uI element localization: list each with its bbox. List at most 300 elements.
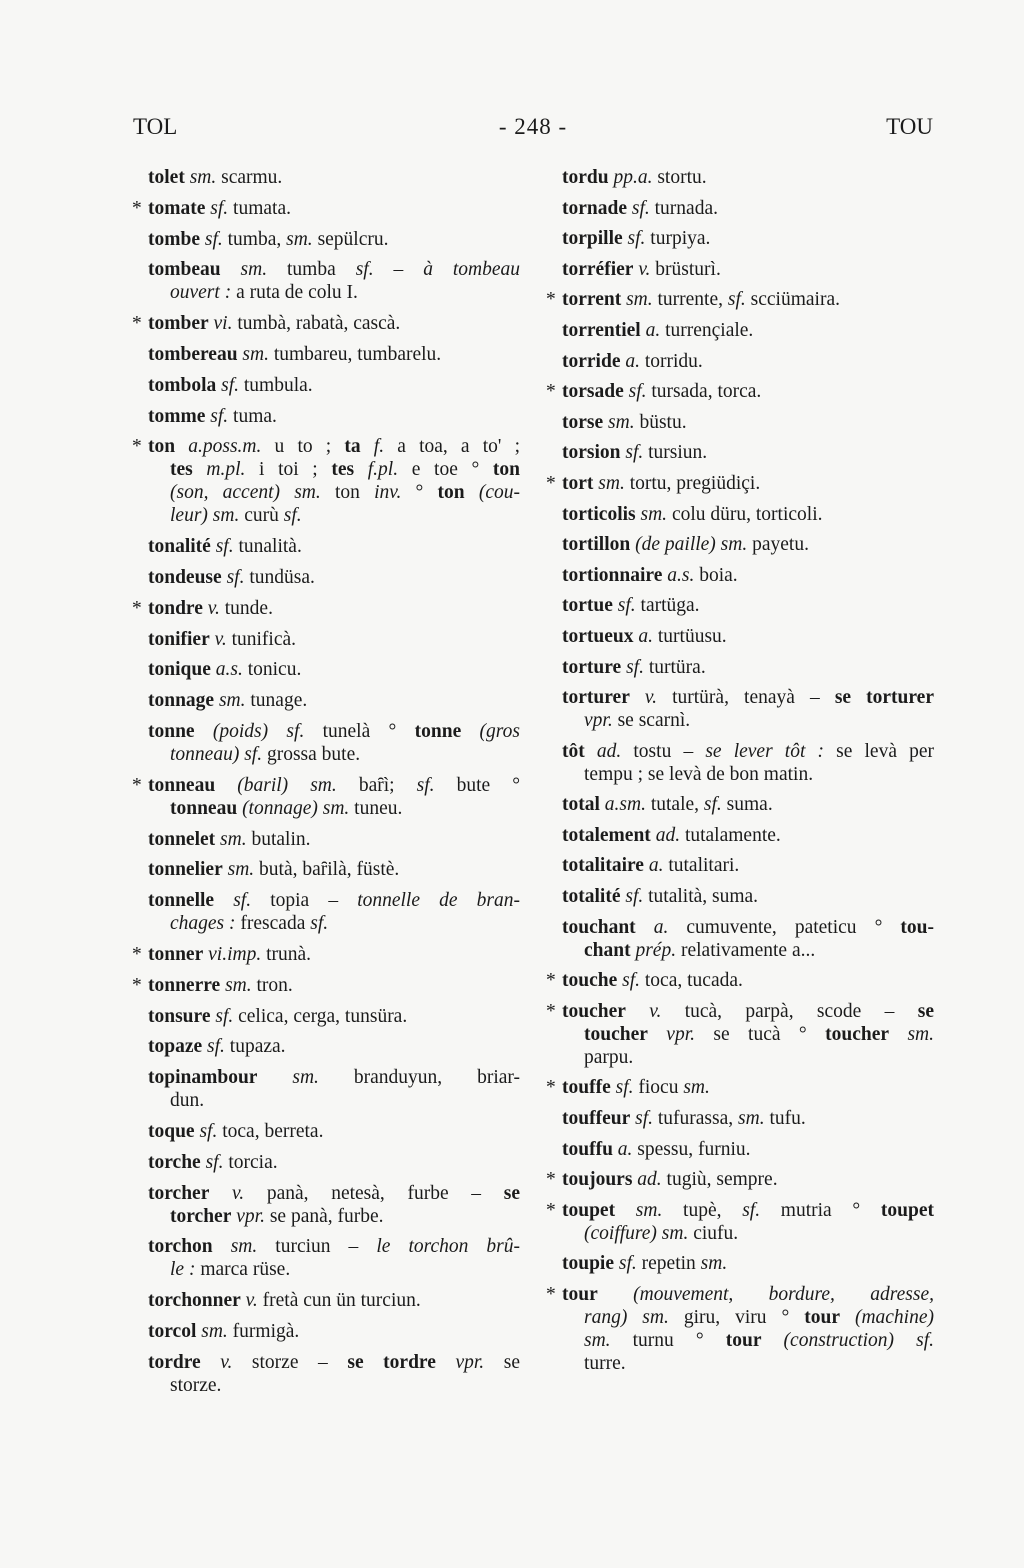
grammar-label: sf.	[617, 970, 641, 992]
entry-line	[562, 1199, 934, 1222]
translation-text: boia.	[694, 564, 738, 586]
entry-line	[562, 166, 934, 189]
entry-continuation-line	[562, 709, 934, 732]
translation-text: turtürà, tenayà –	[657, 687, 835, 709]
entry-line	[148, 720, 520, 743]
asterisk-marker: *	[546, 1000, 556, 1022]
grammar-label: sf.	[205, 405, 229, 427]
entry-line	[148, 1066, 520, 1089]
entry-line	[562, 969, 934, 992]
dictionary-entry	[132, 1151, 520, 1174]
entry-line	[562, 533, 934, 556]
translation-text: turpiya.	[645, 228, 711, 250]
grammar-label: sf.	[416, 774, 435, 796]
translation-text: bute °	[434, 774, 521, 796]
translation-text: turrente,	[652, 289, 728, 311]
grammar-label: f.pl.	[354, 459, 399, 481]
entry-line	[148, 628, 520, 651]
translation-text: storze –	[232, 1351, 348, 1373]
translation-text: tupè,	[662, 1199, 743, 1221]
translation-text: repetin	[636, 1253, 701, 1275]
grammar-label: sf.	[614, 1253, 637, 1275]
dictionary-entry	[132, 197, 520, 220]
grammar-label: (poids) sf.	[194, 720, 305, 742]
headword: tombeau	[148, 259, 221, 281]
headword: torcol	[148, 1320, 197, 1342]
grammar-label: (gros	[461, 720, 520, 742]
dictionary-entry	[132, 774, 520, 820]
dictionary-entry	[132, 689, 520, 712]
translation-text: branduyun, briar-	[318, 1067, 520, 1089]
entry-line	[562, 319, 934, 342]
headword: torsion	[562, 442, 621, 464]
headword: tonneau	[170, 797, 238, 819]
dictionary-entry	[132, 405, 520, 428]
grammar-label: sm.	[237, 343, 269, 365]
translation-text: scarmu.	[216, 167, 283, 188]
dictionary-entry	[132, 597, 520, 620]
headword: tomate	[148, 197, 206, 219]
headword: tonnelet	[148, 828, 216, 850]
dictionary-entry	[132, 1120, 520, 1143]
dictionary-entry	[132, 720, 520, 766]
entry-line	[148, 974, 520, 997]
dictionary-entry	[132, 828, 520, 851]
dictionary-entry	[546, 793, 934, 816]
dictionary-entry	[132, 1289, 520, 1312]
grammar-label: (coiffure) sm.	[584, 1222, 689, 1244]
grammar-label: v.	[202, 597, 220, 619]
translation-text: tundüsa.	[244, 566, 315, 588]
dictionary-entry	[546, 969, 934, 992]
translation-text: storze.	[170, 1374, 222, 1396]
translation-text: frescada	[235, 913, 311, 935]
asterisk-marker: *	[132, 313, 142, 335]
headword: topinambour	[148, 1067, 258, 1089]
translation-text: torridu.	[639, 350, 703, 372]
headword: tortueux	[562, 625, 634, 647]
grammar-label: sm.	[222, 859, 255, 881]
translation-text: tunalità.	[233, 536, 302, 558]
headword: tombe	[148, 228, 200, 250]
entry-continuation-line	[562, 763, 934, 786]
grammar-label: sf.	[202, 1036, 225, 1058]
grammar-label: sf.	[727, 289, 746, 311]
translation-text: tufurassa,	[653, 1108, 739, 1130]
translation-text: turre.	[584, 1353, 626, 1374]
headword: torturer	[562, 687, 630, 709]
translation-text: dun.	[170, 1090, 205, 1112]
translation-text: parpu.	[584, 1046, 634, 1068]
headword: tonneau	[148, 774, 216, 796]
dictionary-entry	[546, 740, 934, 786]
entry-continuation-line	[148, 504, 520, 527]
dictionary-entry	[132, 658, 520, 681]
translation-text: –	[373, 259, 424, 281]
grammar-label: f.	[360, 436, 385, 458]
headword: torche	[148, 1151, 201, 1173]
translation-text: tucà, parpà, scode –	[661, 1000, 918, 1022]
grammar-label: vi.	[208, 313, 233, 335]
entry-line	[562, 740, 934, 763]
headword: tort	[562, 472, 594, 494]
grammar-label: chages :	[170, 913, 236, 935]
grammar-label: a.sm.	[599, 794, 646, 816]
dictionary-entry	[132, 1351, 520, 1397]
entry-line	[562, 854, 934, 877]
headword: se torturer	[834, 687, 934, 709]
grammar-label: à tombeau	[423, 259, 521, 281]
entry-line	[562, 564, 934, 587]
headword: tonifier	[148, 628, 210, 650]
translation-text: tunage.	[245, 690, 308, 712]
grammar-label: v.	[240, 1290, 258, 1312]
translation-text: brüsturì.	[650, 258, 721, 280]
headword: torrentiel	[562, 319, 641, 341]
grammar-label: ad.	[584, 740, 622, 762]
dictionary-entry	[546, 441, 934, 464]
entry-line	[148, 1182, 520, 1205]
headword: torcher	[148, 1182, 210, 1204]
headword: tonalité	[148, 536, 211, 558]
translation-text: turnada.	[649, 197, 718, 219]
headword: chant	[584, 939, 631, 961]
entry-line	[562, 656, 934, 679]
translation-text: turnu °	[610, 1330, 726, 1351]
right-column	[546, 166, 934, 1383]
dictionary-entry	[546, 411, 934, 434]
headword: toupie	[562, 1253, 615, 1275]
entry-line	[148, 228, 520, 251]
translation-text: tutalità, suma.	[643, 886, 759, 908]
dictionary-entry	[546, 197, 934, 220]
grammar-label: a.	[635, 916, 669, 938]
grammar-label: v.	[633, 258, 651, 280]
grammar-label: v.	[209, 1182, 245, 1204]
headword: tonnelle	[148, 890, 215, 912]
dictionary-entry	[546, 350, 934, 373]
grammar-label: ad.	[632, 1169, 662, 1191]
entry-line	[148, 374, 520, 397]
headword: tes	[331, 459, 355, 481]
dictionary-entry	[132, 435, 520, 527]
entry-line	[148, 1035, 520, 1058]
translation-text: tugiù, sempre.	[661, 1169, 778, 1191]
translation-text: tumbà, rabatà, cascà.	[232, 313, 401, 335]
entry-line	[562, 625, 934, 648]
grammar-label: sf.	[627, 197, 650, 219]
dictionary-entry	[132, 228, 520, 251]
grammar-label: sm.	[214, 690, 246, 712]
headword: torchon	[148, 1236, 213, 1258]
entry-line	[148, 535, 520, 558]
entry-line	[148, 828, 520, 851]
asterisk-marker: *	[132, 436, 142, 458]
asterisk-marker: *	[546, 289, 556, 311]
dictionary-entry	[546, 1138, 934, 1161]
entry-line	[148, 1235, 520, 1258]
grammar-label: (construction) sf.	[761, 1330, 934, 1351]
grammar-label: sm.	[286, 228, 313, 250]
entry-line	[148, 343, 520, 366]
grammar-label: sm.	[700, 1253, 728, 1275]
entry-line	[562, 258, 934, 281]
dictionary-entry	[546, 166, 934, 189]
dictionary-entry	[546, 854, 934, 877]
grammar-label: sf.	[703, 794, 722, 816]
grammar-label: sm.	[196, 1320, 228, 1342]
entry-continuation-line	[562, 1329, 934, 1352]
translation-text: suma.	[721, 794, 773, 816]
page-number: - 248 -	[498, 114, 568, 139]
translation-text: u to ;	[261, 436, 345, 458]
asterisk-marker: *	[546, 1284, 556, 1305]
grammar-label: ouvert :	[170, 282, 232, 304]
entry-line	[148, 943, 520, 966]
dictionary-entry	[132, 343, 520, 366]
grammar-label: le :	[170, 1259, 196, 1281]
grammar-label: (tonnage) sm.	[237, 797, 350, 819]
dictionary-entry	[132, 166, 520, 189]
translation-text: turrençiale.	[660, 319, 754, 341]
asterisk-marker: *	[546, 970, 556, 992]
translation-text: torcia.	[223, 1151, 278, 1173]
translation-text: butalin.	[246, 828, 311, 850]
translation-text: tempu ; se levà de bon matin.	[584, 763, 814, 785]
dictionary-entry	[546, 533, 934, 556]
headword: tonnelier	[148, 859, 223, 881]
headword: tornade	[562, 197, 627, 219]
entry-line	[148, 405, 520, 428]
translation-text: marca rüse.	[195, 1259, 291, 1281]
grammar-label: vi.imp.	[203, 943, 262, 965]
headword: tordre	[148, 1351, 201, 1373]
translation-text: se tucà °	[695, 1023, 826, 1045]
grammar-label: sm.	[738, 1108, 765, 1130]
headword: totalité	[562, 886, 621, 908]
dictionary-entry	[546, 1168, 934, 1191]
dictionary-entry	[132, 858, 520, 881]
headword: toupet	[880, 1199, 934, 1221]
dictionary-entry	[546, 564, 934, 587]
dictionary-entry	[546, 1199, 934, 1245]
grammar-label: se lever tôt :	[705, 740, 825, 762]
headword: torticolis	[562, 503, 636, 525]
grammar-label: sf.	[310, 913, 329, 935]
headword: torse	[562, 411, 604, 433]
entry-line	[148, 1120, 520, 1143]
grammar-label: prép.	[630, 939, 677, 961]
translation-text: tutalitari.	[663, 855, 740, 877]
headword: tonner	[148, 943, 204, 965]
headword: tombola	[148, 374, 217, 396]
headword: tonique	[148, 659, 211, 681]
entry-line	[562, 411, 934, 434]
page-header	[133, 114, 933, 148]
grammar-label: sm.	[184, 167, 217, 188]
asterisk-marker: *	[546, 1199, 556, 1221]
translation-text: tunificà.	[226, 628, 297, 650]
headword: touffeur	[562, 1108, 631, 1130]
entry-continuation-line	[148, 481, 520, 504]
grammar-label: sf.	[214, 890, 252, 912]
headword: torrent	[562, 289, 622, 311]
headword: ton	[148, 436, 176, 458]
left-column	[132, 166, 520, 1405]
entry-line	[148, 858, 520, 881]
grammar-label: sf.	[620, 886, 644, 908]
entry-continuation-line	[562, 1046, 934, 1069]
entry-continuation-line	[148, 797, 520, 820]
grammar-label: (machine)	[839, 1307, 934, 1328]
entry-line	[148, 312, 520, 335]
translation-text: payetu.	[747, 534, 809, 556]
headword: tordu	[562, 167, 609, 188]
translation-text: tumbareu, tumbarelu.	[268, 343, 442, 365]
grammar-label: vpr.	[584, 710, 613, 732]
translation-text: tunde.	[219, 597, 273, 619]
translation-text: tostu –	[621, 740, 706, 762]
entry-line	[148, 597, 520, 620]
translation-text: tupaza.	[224, 1036, 286, 1058]
dictionary-entry	[546, 503, 934, 526]
entry-line	[148, 658, 520, 681]
translation-text: mutria °	[760, 1199, 881, 1221]
grammar-label: v.	[629, 687, 658, 709]
grammar-label: v.	[625, 1000, 662, 1022]
headword: tonsure	[148, 1005, 211, 1027]
grammar-label: v.	[209, 628, 227, 650]
entry-line	[562, 441, 934, 464]
grammar-label: a.s.	[662, 564, 695, 586]
grammar-label: sm.	[683, 1077, 710, 1099]
grammar-label: sm.	[615, 1199, 663, 1221]
translation-text: colu düru, torticoli.	[667, 503, 823, 525]
translation-text: relativamente a...	[676, 939, 816, 961]
translation-text: turciun –	[257, 1236, 377, 1258]
asterisk-marker: *	[546, 472, 556, 494]
entry-line	[148, 1151, 520, 1174]
grammar-label: leur) sm.	[170, 505, 240, 527]
entry-line	[562, 350, 934, 373]
dictionary-entry	[132, 374, 520, 397]
translation-text: panà, netesà, furbe –	[244, 1182, 504, 1204]
entry-line	[562, 197, 934, 220]
translation-text: °	[401, 482, 438, 504]
entry-line	[562, 288, 934, 311]
grammar-label: a.	[612, 1138, 633, 1160]
dictionary-entry	[546, 625, 934, 648]
translation-text: ciufu.	[688, 1222, 739, 1244]
dictionary-entry	[546, 288, 934, 311]
headword: touche	[562, 970, 618, 992]
translation-text: tron.	[251, 974, 293, 996]
asterisk-marker: *	[546, 1077, 556, 1099]
headword: tour	[725, 1330, 762, 1351]
asterisk-marker: *	[546, 1169, 556, 1191]
entry-line	[562, 380, 934, 403]
translation-text: büstu.	[634, 411, 687, 433]
headword: toupet	[562, 1199, 616, 1221]
asterisk-marker: *	[132, 974, 142, 996]
entry-continuation-line	[148, 1089, 520, 1112]
headword: tes	[170, 459, 193, 481]
grammar-label: sf.	[205, 197, 229, 219]
headword: toucher	[562, 1000, 626, 1022]
entry-line	[562, 824, 934, 847]
grammar-label: sm.	[603, 411, 635, 433]
dictionary-entry	[132, 889, 520, 935]
asterisk-marker: *	[132, 597, 142, 619]
dictionary-entry	[132, 1005, 520, 1028]
grammar-label: v.	[200, 1351, 233, 1373]
headword: tonne	[414, 720, 462, 742]
grammar-label: sm.	[220, 259, 268, 281]
grammar-label: a.	[633, 625, 653, 647]
dictionary-entry	[546, 824, 934, 847]
headword: torture	[562, 656, 622, 678]
headword: toujours	[562, 1169, 633, 1191]
dictionary-entry	[546, 319, 934, 342]
grammar-label: sf.	[200, 228, 223, 250]
translation-text: tortu, pregiüdiçi.	[624, 472, 761, 494]
dictionary-entry	[546, 380, 934, 403]
entry-line	[562, 885, 934, 908]
headword: touchant	[562, 916, 636, 938]
entry-line	[148, 1005, 520, 1028]
entry-line	[148, 166, 520, 189]
headword: torride	[562, 350, 621, 372]
translation-text: topia –	[251, 890, 358, 912]
grammar-label: sf.	[742, 1199, 761, 1221]
translation-text: spessu, furniu.	[632, 1138, 751, 1160]
grammar-label: vpr.	[435, 1351, 485, 1373]
translation-text: giru, viru °	[668, 1307, 805, 1328]
translation-text: scciümaira.	[745, 289, 840, 311]
dictionary-entry	[546, 656, 934, 679]
headword: ta	[344, 436, 361, 458]
dictionary-entry	[132, 1035, 520, 1058]
grammar-label: m.pl.	[192, 459, 246, 481]
grammar-label: a.	[620, 350, 640, 372]
grammar-label: vpr.	[647, 1023, 696, 1045]
translation-text: se panà, furbe.	[264, 1205, 384, 1227]
dictionary-entry	[546, 227, 934, 250]
entry-line	[148, 774, 520, 797]
translation-text: turtüra.	[643, 656, 706, 678]
grammar-label: le torchon brû-	[376, 1236, 521, 1258]
translation-text: stortu.	[652, 167, 707, 188]
grammar-label: vpr.	[231, 1205, 265, 1227]
translation-text: a toa, a to' ;	[384, 436, 521, 458]
entry-line	[148, 1320, 520, 1343]
entry-line	[562, 916, 934, 939]
grammar-label: sf.	[623, 381, 647, 403]
headword: ton	[437, 482, 465, 504]
headword: se	[917, 1000, 934, 1022]
dictionary-entry	[546, 1000, 934, 1069]
headword: tolet	[148, 167, 185, 188]
translation-text: curù	[239, 505, 284, 527]
grammar-label: (mouvement, bordure, adresse,	[597, 1284, 934, 1305]
headword: tour	[804, 1307, 840, 1328]
entry-line	[562, 1283, 934, 1306]
dictionary-entry	[546, 1252, 934, 1275]
entry-line	[148, 566, 520, 589]
dictionary-entry	[132, 628, 520, 651]
grammar-label: sf.	[221, 566, 245, 588]
headword: totalitaire	[562, 855, 644, 877]
